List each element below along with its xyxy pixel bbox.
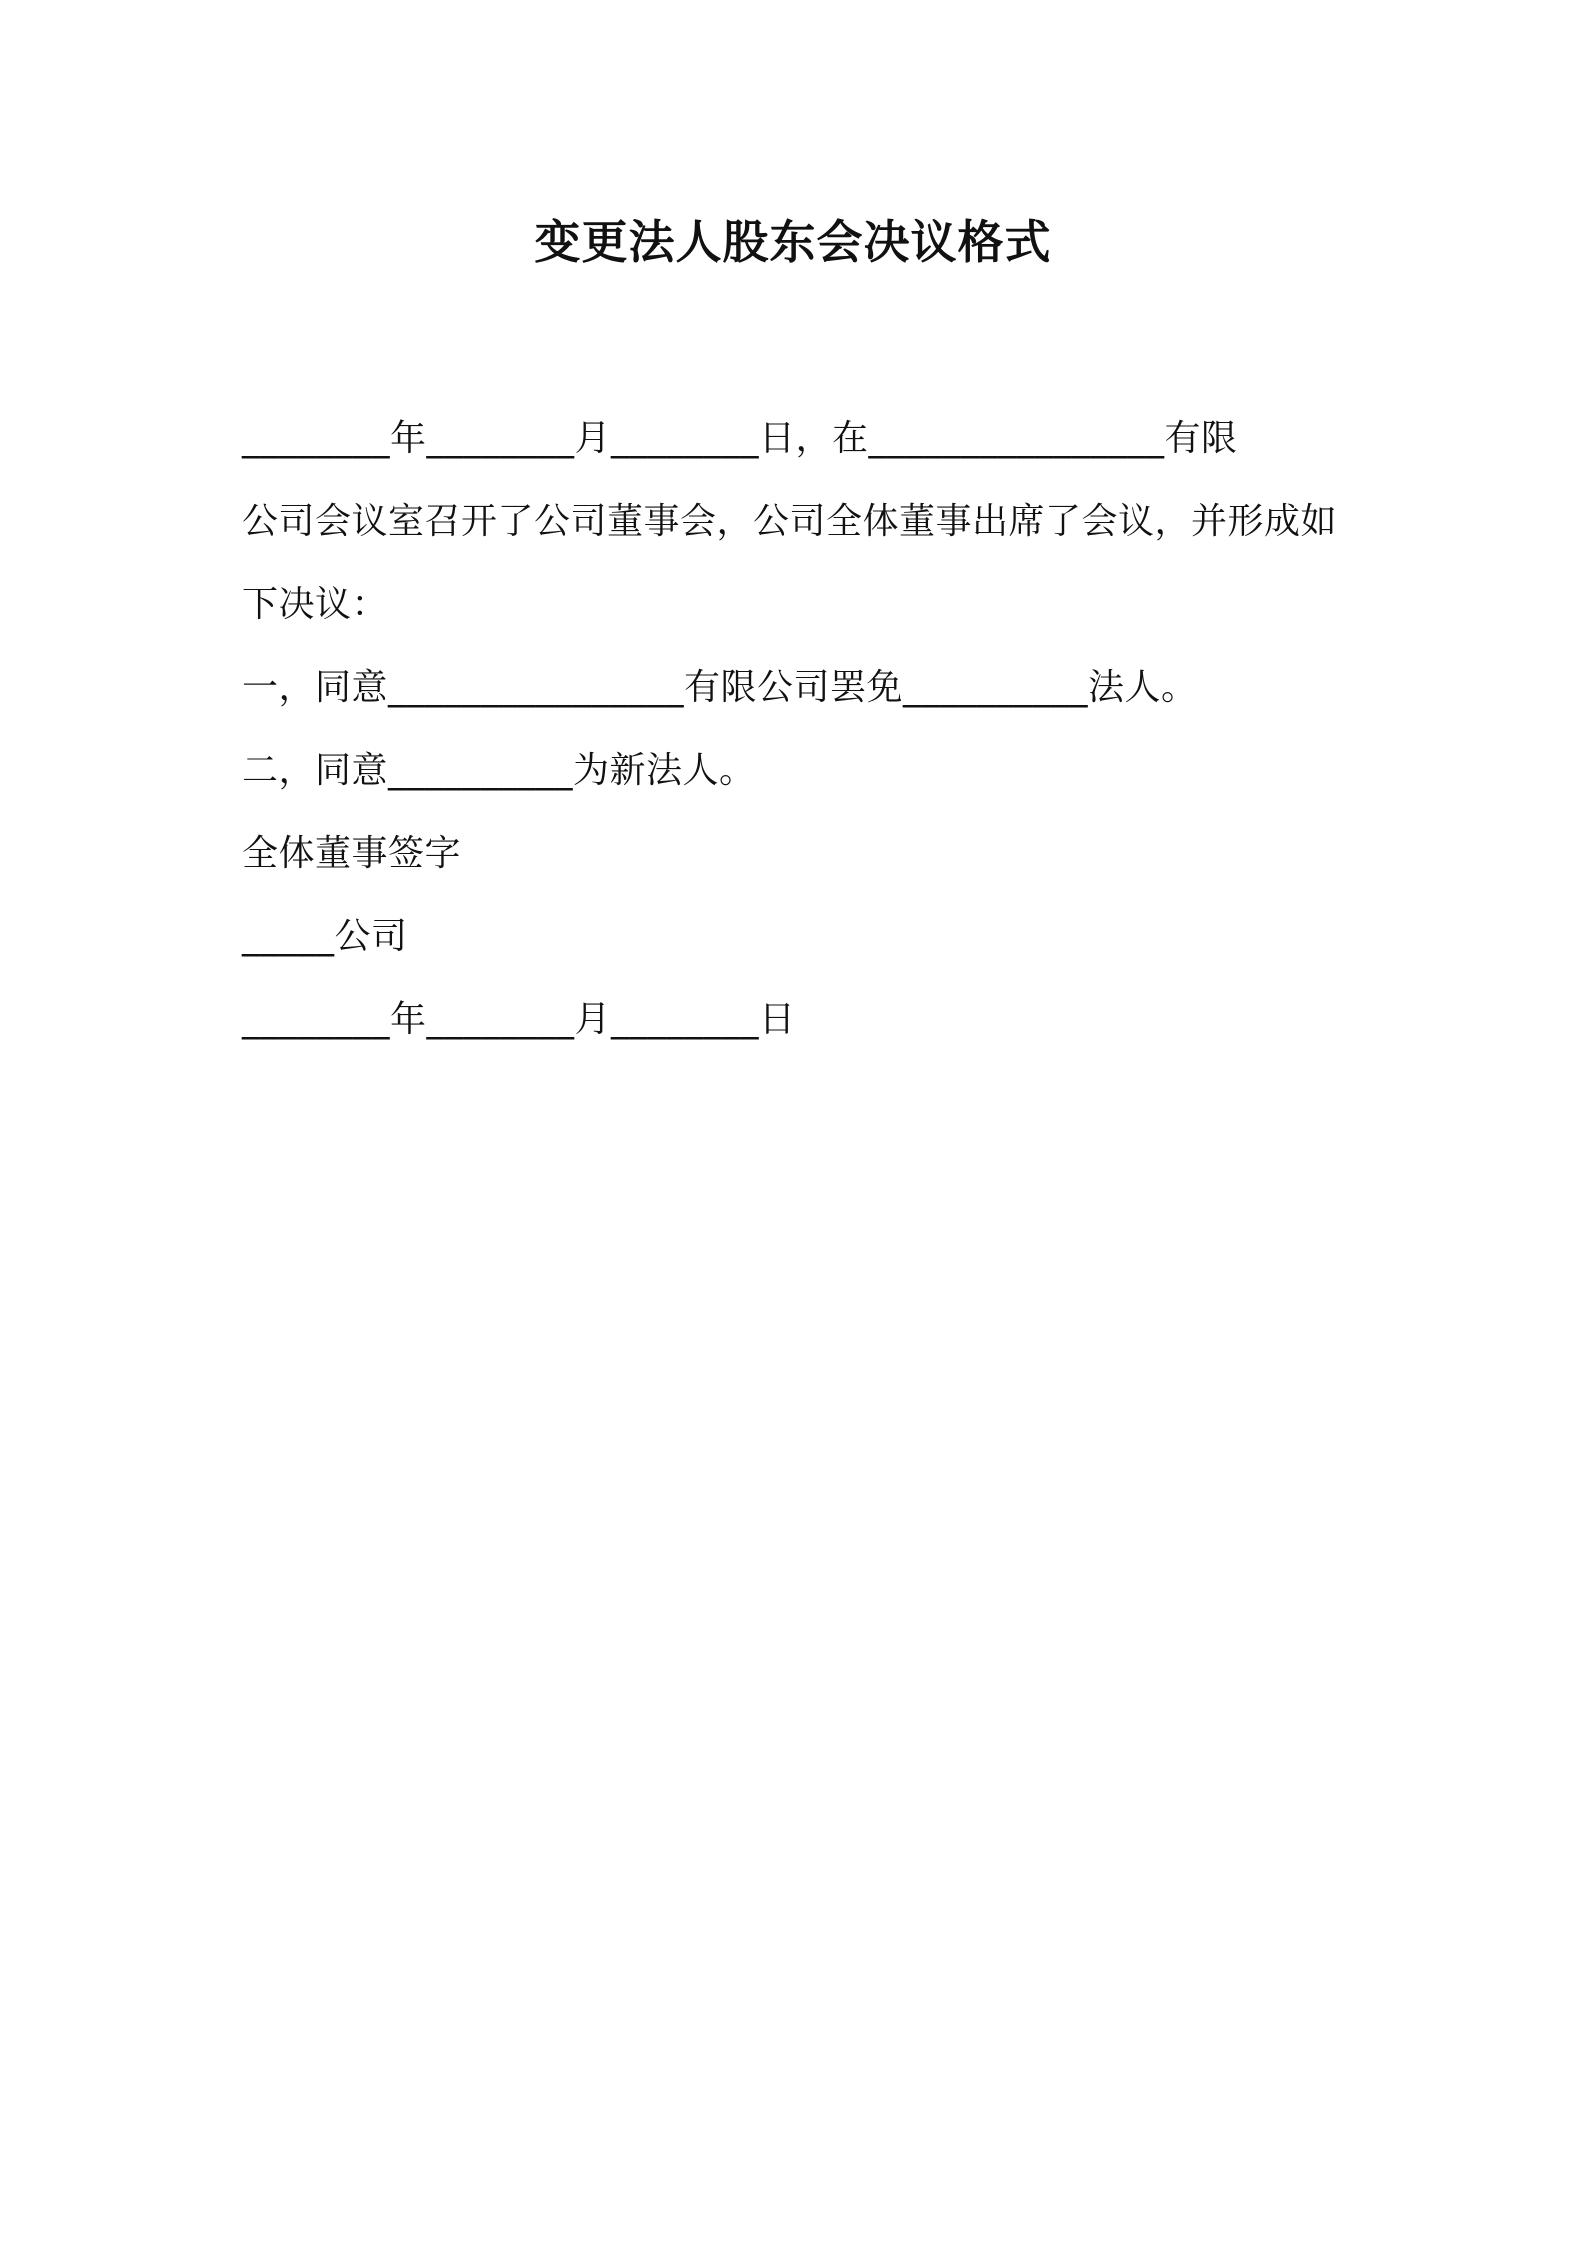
- document-title: 变更法人股东会决议格式: [534, 215, 1052, 269]
- resolution-item-1: 一，同意________________有限公司罢免__________法人。: [242, 667, 1198, 708]
- paragraph-line-2: 公司会议室召开了公司董事会，公司全体董事出席了会议，并形成如: [242, 501, 1338, 542]
- company-line: _____公司: [242, 916, 408, 957]
- signature-label: 全体董事签字: [242, 833, 462, 874]
- paragraph-line-3: 下决议：: [242, 584, 389, 625]
- paragraph-line-1: ________年________月________日，在________________有限: [242, 418, 1238, 459]
- date-line: ________年________月________日: [242, 999, 796, 1040]
- resolution-item-2: 二，同意__________为新法人。: [242, 750, 756, 791]
